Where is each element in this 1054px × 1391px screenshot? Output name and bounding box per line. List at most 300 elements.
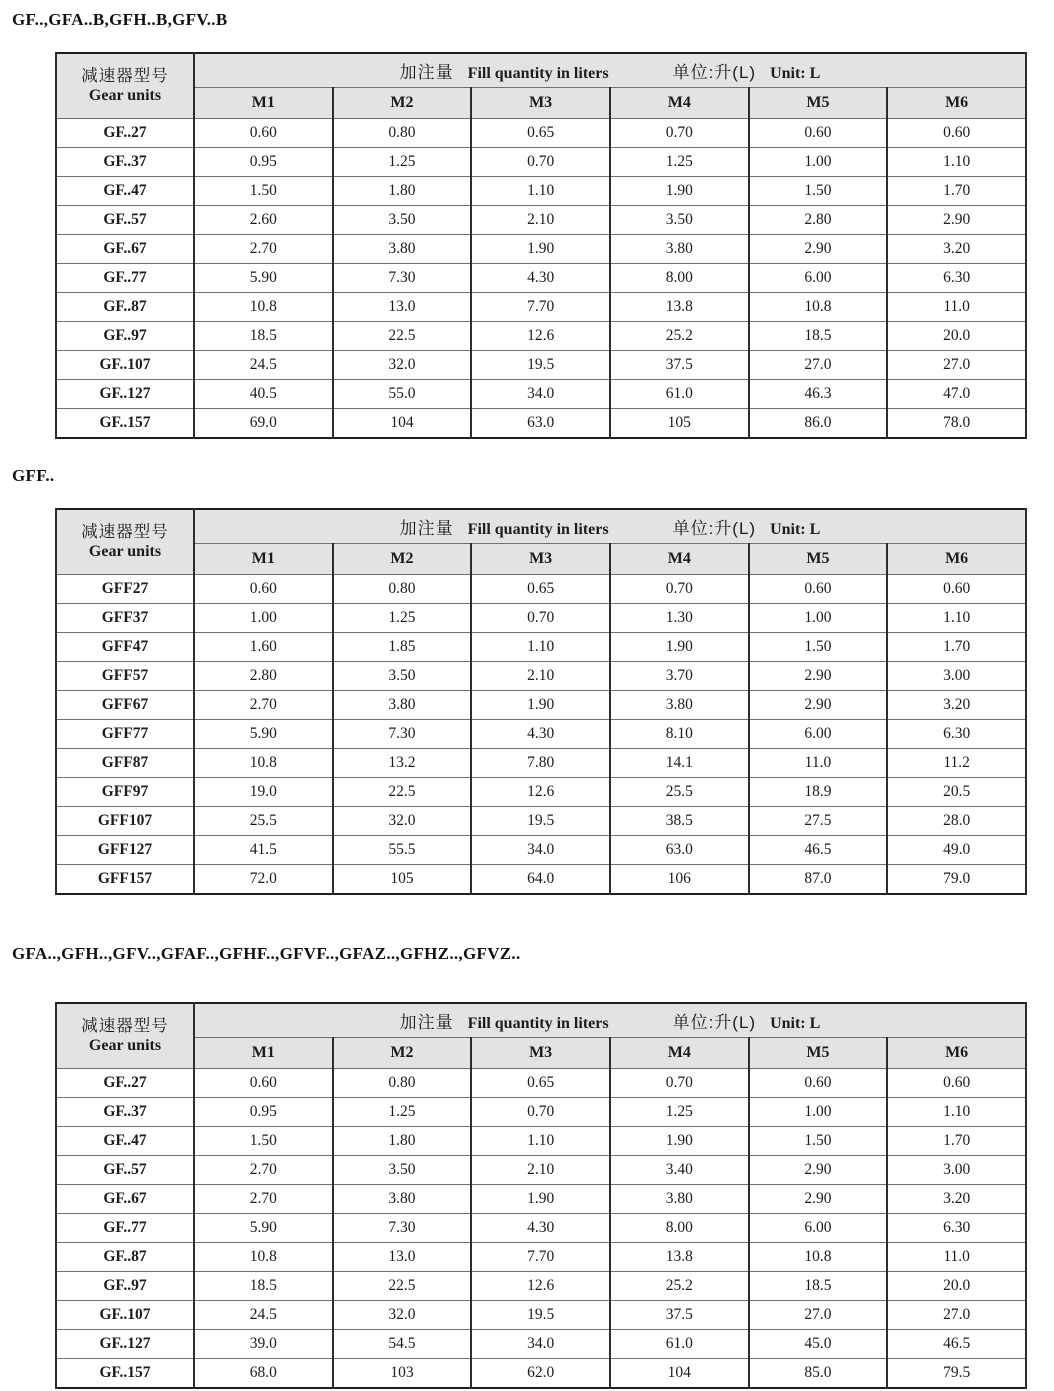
gear-units-header-cn: 减速器型号 [81, 522, 169, 541]
fill-quantity-value: 7.70 [471, 1243, 610, 1272]
fill-quantity-value: 49.0 [887, 836, 1026, 865]
fill-quantity-value: 2.70 [194, 691, 333, 720]
col-header-m1: M1 [194, 1038, 333, 1069]
table-row [56, 1156, 1026, 1185]
fill-quantity-value: 24.5 [194, 1301, 333, 1330]
fill-quantity-value: 13.0 [333, 293, 472, 322]
table-section-gff [0, 466, 1054, 895]
m-header-row [56, 1038, 1026, 1069]
gear-unit-model: GF..47 [56, 177, 194, 206]
table-row [56, 293, 1026, 322]
fill-quantity-value: 6.30 [887, 720, 1026, 749]
table-row [56, 836, 1026, 865]
fill-quantity-value: 10.8 [749, 293, 888, 322]
m-header-row [56, 88, 1026, 119]
table-body [56, 575, 1026, 895]
fill-quantity-value: 13.8 [610, 1243, 749, 1272]
fill-quantity-value: 10.8 [194, 1243, 333, 1272]
table-row [56, 1185, 1026, 1214]
fill-quantity-value: 1.60 [194, 633, 333, 662]
fill-quantity-value: 7.80 [471, 749, 610, 778]
fill-quantity-value: 6.00 [749, 1214, 888, 1243]
fill-quantity-value: 1.10 [471, 177, 610, 206]
fill-quantity-value: 1.85 [333, 633, 472, 662]
col-header-m2: M2 [333, 1038, 472, 1069]
fill-quantity-value: 0.60 [194, 575, 333, 604]
col-header-m1: M1 [194, 88, 333, 119]
fill-quantity-value: 18.5 [194, 1272, 333, 1301]
fill-quantity-value: 72.0 [194, 865, 333, 895]
fill-quantity-value: 37.5 [610, 351, 749, 380]
fill-quantity-value: 79.5 [887, 1359, 1026, 1389]
unit-label-cn: 单位:升(L) [672, 63, 757, 82]
fill-quantity-value: 1.00 [749, 604, 888, 633]
fill-quantity-value: 46.5 [887, 1330, 1026, 1359]
fill-quantity-value: 13.2 [333, 749, 472, 778]
gear-unit-model: GF..27 [56, 1069, 194, 1098]
fill-quantity-value: 12.6 [471, 778, 610, 807]
fill-quantity-value: 1.90 [471, 1185, 610, 1214]
fill-quantity-value: 0.70 [471, 1098, 610, 1127]
fill-quantity-value: 7.30 [333, 264, 472, 293]
gear-unit-model: GFF47 [56, 633, 194, 662]
fill-quantity-value: 3.70 [610, 662, 749, 691]
col-header-m3: M3 [471, 544, 610, 575]
fill-quantity-value: 27.0 [887, 351, 1026, 380]
fill-quantity-value: 1.10 [471, 1127, 610, 1156]
gear-units-header-cn: 减速器型号 [81, 1016, 169, 1035]
fill-quantity-value: 18.5 [749, 322, 888, 351]
fill-quantity-value: 22.5 [333, 778, 472, 807]
gear-unit-model: GF..127 [56, 1330, 194, 1359]
fill-quantity-value: 1.90 [471, 235, 610, 264]
fill-quantity-value: 1.10 [471, 633, 610, 662]
fill-quantity-value: 2.70 [194, 1156, 333, 1185]
table-row [56, 264, 1026, 293]
fill-quantity-value: 24.5 [194, 351, 333, 380]
table-row [56, 380, 1026, 409]
fill-quantity-value: 13.8 [610, 293, 749, 322]
fill-quantity-value: 1.50 [194, 177, 333, 206]
fill-quantity-label-en: Fill quantity in liters [467, 65, 609, 82]
fill-quantity-value: 19.5 [471, 807, 610, 836]
fill-quantity-value: 11.0 [887, 1243, 1026, 1272]
table-row [56, 177, 1026, 206]
gear-unit-model: GF..97 [56, 1272, 194, 1301]
gear-unit-model: GF..157 [56, 1359, 194, 1389]
gear-unit-model: GF..57 [56, 206, 194, 235]
fill-quantity-value: 0.60 [749, 575, 888, 604]
fill-quantity-value: 79.0 [887, 865, 1026, 895]
fill-quantity-table [55, 508, 1027, 895]
fill-quantity-value: 3.00 [887, 1156, 1026, 1185]
table-row [56, 575, 1026, 604]
fill-quantity-value: 20.5 [887, 778, 1026, 807]
fill-quantity-value: 27.0 [749, 351, 888, 380]
table-row [56, 1301, 1026, 1330]
fill-quantity-value: 2.90 [749, 1156, 888, 1185]
fill-quantity-value: 6.00 [749, 264, 888, 293]
fill-quantity-value: 3.00 [887, 662, 1026, 691]
fill-quantity-value: 32.0 [333, 1301, 472, 1330]
section-title: GF..,GFA..B,GFH..B,GFV..B [12, 10, 228, 29]
fill-quantity-value: 8.10 [610, 720, 749, 749]
table-body [56, 1069, 1026, 1389]
gear-unit-model: GF..57 [56, 1156, 194, 1185]
fill-quantity-label-cn: 加注量 [399, 63, 454, 82]
fill-quantity-value: 0.95 [194, 1098, 333, 1127]
fill-quantity-value: 78.0 [887, 409, 1026, 439]
fill-quantity-value: 104 [333, 409, 472, 439]
fill-quantity-value: 0.80 [333, 119, 472, 148]
section-title: GFA..,GFH..,GFV..,GFAF..,GFHF..,GFVF..,GFAZ..,GFHZ..,GFVZ.. [12, 944, 521, 963]
fill-quantity-value: 3.20 [887, 235, 1026, 264]
fill-quantity-value: 2.70 [194, 235, 333, 264]
fill-quantity-label-cn: 加注量 [399, 519, 454, 538]
fill-quantity-value: 19.5 [471, 1301, 610, 1330]
fill-quantity-value: 20.0 [887, 1272, 1026, 1301]
fill-quantity-value: 1.10 [887, 1098, 1026, 1127]
gear-unit-model: GF..77 [56, 1214, 194, 1243]
fill-quantity-value: 0.70 [471, 604, 610, 633]
fill-quantity-value: 6.00 [749, 720, 888, 749]
fill-quantity-value: 11.0 [887, 293, 1026, 322]
fill-quantity-value: 12.6 [471, 322, 610, 351]
fill-quantity-value: 55.0 [333, 380, 472, 409]
col-header-m6: M6 [887, 1038, 1026, 1069]
table-header-row [56, 509, 1026, 544]
fill-quantity-value: 85.0 [749, 1359, 888, 1389]
fill-quantity-value: 55.5 [333, 836, 472, 865]
table-row [56, 1272, 1026, 1301]
table-row [56, 148, 1026, 177]
fill-quantity-value: 69.0 [194, 409, 333, 439]
fill-quantity-value: 4.30 [471, 1214, 610, 1243]
col-header-m2: M2 [333, 88, 472, 119]
table-row [56, 119, 1026, 148]
gear-unit-model: GF..87 [56, 1243, 194, 1272]
table-row [56, 749, 1026, 778]
col-header-m4: M4 [610, 544, 749, 575]
table-row [56, 662, 1026, 691]
fill-quantity-table [55, 52, 1027, 439]
fill-quantity-value: 3.80 [610, 691, 749, 720]
table-header-row [56, 53, 1026, 88]
fill-quantity-value: 32.0 [333, 351, 472, 380]
table-row [56, 206, 1026, 235]
unit-label-en: Unit: L [770, 65, 821, 82]
fill-quantity-value: 10.8 [194, 293, 333, 322]
fill-quantity-value: 32.0 [333, 807, 472, 836]
fill-quantity-value: 0.80 [333, 575, 472, 604]
table-row [56, 235, 1026, 264]
col-header-m5: M5 [749, 544, 888, 575]
fill-quantity-table [55, 1002, 1027, 1389]
gear-unit-model: GF..97 [56, 322, 194, 351]
fill-quantity-value: 22.5 [333, 1272, 472, 1301]
gear-units-header-en: Gear units [88, 543, 162, 561]
fill-quantity-value: 1.90 [610, 1127, 749, 1156]
fill-quantity-value: 38.5 [610, 807, 749, 836]
fill-quantity-label-cn: 加注量 [399, 1013, 454, 1032]
col-header-m3: M3 [471, 88, 610, 119]
fill-quantity-value: 40.5 [194, 380, 333, 409]
table-row [56, 409, 1026, 439]
fill-quantity-value: 27.5 [749, 807, 888, 836]
col-header-m2: M2 [333, 544, 472, 575]
fill-quantity-value: 3.20 [887, 691, 1026, 720]
fill-quantity-value: 0.65 [471, 575, 610, 604]
fill-quantity-value: 68.0 [194, 1359, 333, 1389]
fill-quantity-value: 63.0 [610, 836, 749, 865]
fill-quantity-value: 105 [610, 409, 749, 439]
fill-quantity-label-en: Fill quantity in liters [467, 1015, 609, 1032]
gear-units-header [56, 509, 194, 575]
fill-quantity-value: 104 [610, 1359, 749, 1389]
fill-quantity-value: 5.90 [194, 720, 333, 749]
gear-unit-model: GFF87 [56, 749, 194, 778]
fill-quantity-value: 37.5 [610, 1301, 749, 1330]
fill-quantity-value: 7.30 [333, 1214, 472, 1243]
table-section-gf [0, 10, 1054, 439]
fill-quantity-value: 1.30 [610, 604, 749, 633]
fill-quantity-value: 2.90 [749, 235, 888, 264]
fill-quantity-value: 3.50 [333, 1156, 472, 1185]
fill-quantity-value: 2.90 [749, 662, 888, 691]
fill-quantity-value: 39.0 [194, 1330, 333, 1359]
table-row [56, 1127, 1026, 1156]
fill-quantity-value: 1.70 [887, 1127, 1026, 1156]
fill-quantity-value: 106 [610, 865, 749, 895]
table-row [56, 604, 1026, 633]
gear-units-header-cn: 减速器型号 [81, 66, 169, 85]
fill-quantity-value: 0.65 [471, 1069, 610, 1098]
gear-unit-model: GFF27 [56, 575, 194, 604]
col-header-m4: M4 [610, 88, 749, 119]
fill-quantity-value: 0.60 [749, 119, 888, 148]
fill-quantity-value: 2.90 [887, 206, 1026, 235]
fill-quantity-value: 46.3 [749, 380, 888, 409]
fill-quantity-value: 54.5 [333, 1330, 472, 1359]
fill-quantity-value: 7.70 [471, 293, 610, 322]
fill-quantity-value: 2.70 [194, 1185, 333, 1214]
fill-quantity-value: 4.30 [471, 264, 610, 293]
fill-quantity-value: 1.90 [471, 691, 610, 720]
fill-quantity-value: 25.5 [610, 778, 749, 807]
gear-unit-model: GF..67 [56, 1185, 194, 1214]
fill-quantity-value: 3.80 [610, 235, 749, 264]
fill-quantity-value: 14.1 [610, 749, 749, 778]
fill-quantity-value: 2.60 [194, 206, 333, 235]
fill-quantity-value: 19.0 [194, 778, 333, 807]
fill-quantity-value: 5.90 [194, 1214, 333, 1243]
unit-label-cn: 单位:升(L) [672, 519, 757, 538]
fill-quantity-value: 87.0 [749, 865, 888, 895]
fill-quantity-value: 2.80 [194, 662, 333, 691]
fill-quantity-value: 41.5 [194, 836, 333, 865]
col-header-m4: M4 [610, 1038, 749, 1069]
fill-quantity-value: 0.60 [887, 575, 1026, 604]
gear-unit-model: GF..87 [56, 293, 194, 322]
fill-quantity-value: 1.90 [610, 633, 749, 662]
fill-quantity-value: 28.0 [887, 807, 1026, 836]
fill-quantity-value: 0.95 [194, 148, 333, 177]
m-header-row [56, 544, 1026, 575]
col-header-m6: M6 [887, 544, 1026, 575]
gear-unit-model: GF..67 [56, 235, 194, 264]
fill-quantity-value: 62.0 [471, 1359, 610, 1389]
fill-quantity-value: 103 [333, 1359, 472, 1389]
table-row [56, 691, 1026, 720]
fill-quantity-value: 4.30 [471, 720, 610, 749]
fill-quantity-value: 1.00 [749, 1098, 888, 1127]
gear-units-header [56, 53, 194, 119]
gear-unit-model: GFF157 [56, 865, 194, 895]
fill-quantity-value: 10.8 [749, 1243, 888, 1272]
fill-quantity-value: 0.80 [333, 1069, 472, 1098]
fill-quantity-value: 0.70 [610, 1069, 749, 1098]
gear-units-header-en: Gear units [88, 87, 162, 105]
gear-unit-model: GFF127 [56, 836, 194, 865]
fill-quantity-value: 27.0 [749, 1301, 888, 1330]
gear-unit-model: GF..37 [56, 148, 194, 177]
fill-quantity-value: 86.0 [749, 409, 888, 439]
fill-quantity-value: 1.80 [333, 1127, 472, 1156]
unit-label-cn: 单位:升(L) [672, 1013, 757, 1032]
fill-quantity-value: 1.50 [749, 177, 888, 206]
fill-quantity-value: 1.70 [887, 633, 1026, 662]
fill-quantity-value: 5.90 [194, 264, 333, 293]
fill-quantity-value: 10.8 [194, 749, 333, 778]
fill-quantity-value: 3.80 [333, 235, 472, 264]
fill-quantity-value: 3.40 [610, 1156, 749, 1185]
table-header-row [56, 1003, 1026, 1038]
fill-quantity-value: 0.60 [887, 119, 1026, 148]
fill-quantity-value: 1.25 [333, 148, 472, 177]
fill-quantity-header [194, 509, 1026, 544]
fill-quantity-value: 18.5 [749, 1272, 888, 1301]
fill-quantity-value: 34.0 [471, 380, 610, 409]
table-row [56, 865, 1026, 895]
fill-quantity-value: 11.2 [887, 749, 1026, 778]
fill-quantity-value: 3.20 [887, 1185, 1026, 1214]
fill-quantity-value: 3.50 [333, 206, 472, 235]
col-header-m3: M3 [471, 1038, 610, 1069]
fill-quantity-value: 45.0 [749, 1330, 888, 1359]
fill-quantity-value: 13.0 [333, 1243, 472, 1272]
unit-label-en: Unit: L [770, 521, 821, 538]
fill-quantity-value: 1.80 [333, 177, 472, 206]
fill-quantity-value: 34.0 [471, 1330, 610, 1359]
fill-quantity-value: 8.00 [610, 264, 749, 293]
fill-quantity-value: 1.00 [194, 604, 333, 633]
fill-quantity-value: 0.60 [887, 1069, 1026, 1098]
fill-quantity-value: 25.5 [194, 807, 333, 836]
fill-quantity-label-en: Fill quantity in liters [467, 521, 609, 538]
fill-quantity-value: 0.70 [471, 148, 610, 177]
fill-quantity-value: 2.90 [749, 1185, 888, 1214]
table-body [56, 119, 1026, 439]
fill-quantity-value: 0.70 [610, 119, 749, 148]
fill-quantity-value: 0.60 [194, 1069, 333, 1098]
fill-quantity-value: 1.90 [610, 177, 749, 206]
fill-quantity-value: 18.5 [194, 322, 333, 351]
fill-quantity-value: 61.0 [610, 1330, 749, 1359]
gear-unit-model: GFF67 [56, 691, 194, 720]
fill-quantity-value: 1.25 [610, 1098, 749, 1127]
fill-quantity-value: 12.6 [471, 1272, 610, 1301]
gear-unit-model: GFF97 [56, 778, 194, 807]
fill-quantity-value: 3.80 [333, 691, 472, 720]
fill-quantity-value: 1.25 [333, 604, 472, 633]
gear-unit-model: GF..47 [56, 1127, 194, 1156]
fill-quantity-value: 105 [333, 865, 472, 895]
fill-quantity-value: 2.80 [749, 206, 888, 235]
fill-quantity-value: 3.80 [610, 1185, 749, 1214]
fill-quantity-value: 2.90 [749, 691, 888, 720]
section-title: GFF.. [12, 466, 55, 485]
fill-quantity-value: 1.70 [887, 177, 1026, 206]
fill-quantity-value: 1.25 [333, 1098, 472, 1127]
fill-quantity-value: 11.0 [749, 749, 888, 778]
table-row [56, 351, 1026, 380]
fill-quantity-value: 27.0 [887, 1301, 1026, 1330]
fill-quantity-value: 8.00 [610, 1214, 749, 1243]
fill-quantity-header [194, 53, 1026, 88]
col-header-m1: M1 [194, 544, 333, 575]
fill-quantity-value: 1.50 [194, 1127, 333, 1156]
fill-quantity-value: 47.0 [887, 380, 1026, 409]
fill-quantity-value: 6.30 [887, 264, 1026, 293]
gear-units-header-en: Gear units [88, 1037, 162, 1055]
table-row [56, 1330, 1026, 1359]
fill-quantity-value: 2.10 [471, 662, 610, 691]
fill-quantity-value: 0.70 [610, 575, 749, 604]
fill-quantity-value: 61.0 [610, 380, 749, 409]
gear-unit-model: GF..37 [56, 1098, 194, 1127]
gear-unit-model: GFF37 [56, 604, 194, 633]
fill-quantity-value: 2.10 [471, 1156, 610, 1185]
fill-quantity-value: 7.30 [333, 720, 472, 749]
fill-quantity-value: 3.50 [333, 662, 472, 691]
table-section-gfa-variants [0, 944, 1054, 1389]
fill-quantity-value: 0.60 [194, 119, 333, 148]
fill-quantity-value: 1.10 [887, 604, 1026, 633]
gear-units-header [56, 1003, 194, 1069]
fill-quantity-value: 20.0 [887, 322, 1026, 351]
unit-label-en: Unit: L [770, 1015, 821, 1032]
col-header-m5: M5 [749, 88, 888, 119]
gear-unit-model: GF..77 [56, 264, 194, 293]
gear-unit-model: GF..127 [56, 380, 194, 409]
fill-quantity-value: 1.50 [749, 633, 888, 662]
gear-unit-model: GF..107 [56, 1301, 194, 1330]
table-row [56, 778, 1026, 807]
gear-unit-model: GFF77 [56, 720, 194, 749]
table-row [56, 1098, 1026, 1127]
fill-quantity-value: 2.10 [471, 206, 610, 235]
fill-quantity-value: 3.50 [610, 206, 749, 235]
fill-quantity-value: 6.30 [887, 1214, 1026, 1243]
table-row [56, 720, 1026, 749]
fill-quantity-value: 18.9 [749, 778, 888, 807]
fill-quantity-value: 22.5 [333, 322, 472, 351]
fill-quantity-value: 0.65 [471, 119, 610, 148]
fill-quantity-value: 63.0 [471, 409, 610, 439]
gear-unit-model: GF..107 [56, 351, 194, 380]
fill-quantity-value: 1.10 [887, 148, 1026, 177]
col-header-m5: M5 [749, 1038, 888, 1069]
